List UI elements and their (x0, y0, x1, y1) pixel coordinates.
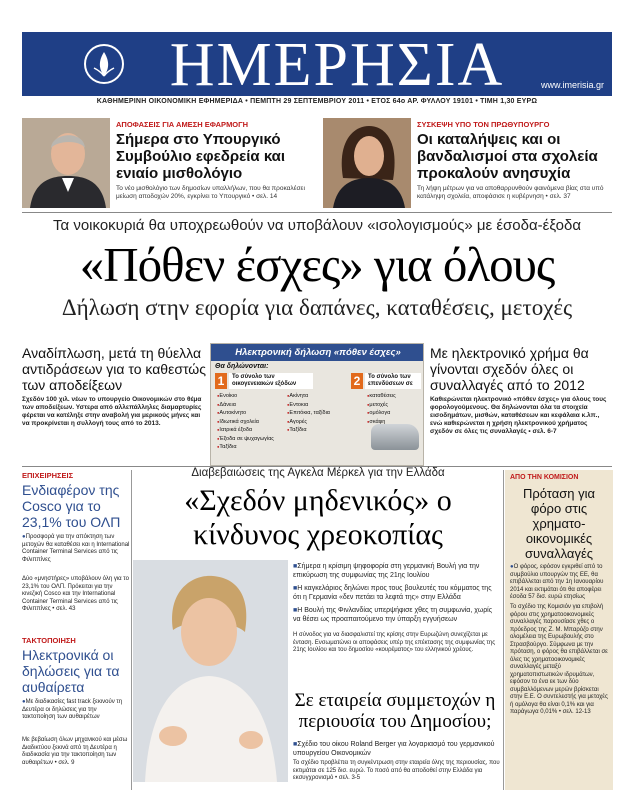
dateline: ΚΑΘΗΜΕΡΙΝΗ ΟΙΚΟΝΟΜΙΚΗ ΕΦΗΜΕΡΙΔΑ • ΠΕΜΠΤΗ 29 ΣΕΠΤΕΜΒΡΙΟΥ 2011 • ΕΤΟΣ 64ο ΑΡ. ΦΥΛΛΟΥ 19101 • ΤΙΜΗ 1,30 ΕΥΡΩ (96, 98, 538, 105)
list-item: ● Έξοδα σε ψυχαγωγίας (217, 435, 287, 444)
list-item: ● Ιδιωτικά σχολεία (217, 418, 287, 427)
illegal-buildings-body: Με βεβαίωση όλων μηχανικού και μέσω Διαδικτύου ξεκινά από τη Δευτέρα η διαδικασία για την τακτοποίηση των αυθαιρέτων • σελ. 9 (22, 737, 128, 766)
list-item: ● Ταξίδια (287, 426, 351, 435)
merkel-headline[interactable]: «Σχεδόν μηδενικός» ο κίνδυνος χρεοκοπίας (184, 484, 452, 551)
imerisia-logo (84, 44, 124, 84)
infographic-subtitle: Θα δηλώνονται: (215, 363, 269, 370)
list-item: ● Δάνεια (217, 401, 287, 410)
list-item: ● Αυτοκίνητο (217, 409, 287, 418)
site-url[interactable]: www.imerisia.gr (540, 80, 604, 90)
teaser2-body: Τη λήψη μέτρων για να αποθαρρυνθούν φαινόμενα βίας στα υπό κατάληψη σχολεία, αποφάσισε η κυβέρνηση • σελ. 37 (417, 185, 604, 200)
left-col-headline[interactable]: Αναδίπλωση, μετά τη θύελλα αντιδράσεων για το καθεστώς των αποδείξεων (22, 345, 206, 393)
list-item: ● Επιτόκια, ταξίδια (287, 409, 351, 418)
roland-berger-body: Το σχέδιο προβλέπει τη συγκέντρωση στην εταιρεία όλης της περιουσίας, που εκτιμάται σε 125 δισ. ευρώ. Το ποσό από θα αποδοθεί στην Ελλάδα για εκσυγχρονισμό • σελ. 3-5 (293, 760, 500, 781)
merkel-bullet-2: ■ Η καγκελάριος δηλώνει προς τους βουλευτές του κόμματος της ότι η Γερμανία «δεν πετάει τα λεφτά της» στην Ελλάδα (293, 584, 501, 602)
minister-photo (323, 118, 411, 208)
teaser1-headline[interactable]: Σήμερα στο Υπουργικό Συμβούλιο εφεδρεία και ενιαίο μισθολόγιο (116, 131, 286, 182)
masthead (22, 31, 612, 99)
lead-subhead: Δήλωση στην εφορία για δαπάνες, καταθέσεις, μετοχές (61, 295, 573, 320)
list-item: ● καταθέσεις (367, 392, 423, 401)
cosco-headline[interactable]: Ενδιαφέρον της Cosco για το 23,1% του ΟΛΠ (22, 482, 121, 530)
info-number-2: 2 (351, 373, 363, 389)
commission-body: Το σχέδιο της Κομισιόν για επιβολή φόρου στις χρηματοοικονομικές συναλλαγές παρουσίασε χθες ο πρόεδρος της Ζ. Μ. Μπαρόζο στην ολομέλεια της Ευρωβουλής στο Στρασβούργο. Σύμφωνα με την πρόταση, ο φόρος θα επιβάλλεται σε όλες τις χρηματοοικονομικές συναλλαγές μεταξύ χρηματοπιστωτικών ιδρυμάτων, εφόσον το ένα εκ των δύο συμβαλλόμενων μερών βρίσκεται στην Ε.Ε. Ο συντελεστής για μετοχές ή ομόλογα θα είναι 0,1% και για παράγωγα 0,01% • σελ. 12-13 (510, 604, 608, 715)
lead-supra: Τα νοικοκυριά θα υποχρεωθούν να υποβάλουν «ισολογισμούς» με έσοδα-έξοδα (52, 217, 581, 234)
teaser2-headline[interactable]: Οι καταλήψεις και οι βανδαλισμοί στα σχολεία προκαλούν ανησυχία (417, 131, 598, 182)
info-number-1: 1 (215, 373, 227, 389)
column-divider (131, 470, 132, 790)
lead-headline[interactable]: «Πόθεν έσχες» για όλους (79, 237, 555, 292)
info-list-extra (287, 392, 351, 435)
right-col-body: Καθιερώνεται ηλεκτρονικό «πόθεν έσχες» για όλους τους φορολογούμενους. Θα δηλώνονται όλα τα στοιχεία εισοδημάτων, μισθών, καταθέσεων και κεφάλαια κ.λπ., ενώ καθιερώνεται η χρήση ηλεκτρονικού χρήματος σχεδόν σε όλες τις συναλλαγές • σελ. 6-7 (430, 396, 607, 435)
merkel-photo (133, 560, 288, 782)
list-item: ● Ιατρικά έξοδα (217, 426, 287, 435)
state-assets-headline[interactable]: Σε εταιρεία συμμετοχών η περιουσία του Δημοσίου; (294, 690, 496, 732)
info-box2-label: Το σύνολο των επενδύσεων σε (365, 373, 421, 389)
info-list-expenses (217, 392, 287, 452)
list-item: ● Ταξίδια (217, 443, 287, 452)
merkel-supra: Διαβεβαιώσεις της Αγκελα Μέρκελ για την Ελλάδα (191, 467, 445, 479)
papandreou-photo (22, 118, 110, 208)
commission-headline[interactable]: Πρόταση για φόρο στις χρηματο-οικονομικές συναλλαγές (522, 486, 596, 561)
left-col-body: Σχεδόν 100 χιλ. νέων το υπουργείο Οικονομικών στο θέμα των αποδείξεων. Υστερα από αλλεπάλληλες διαμαρτυρίες φέρεται να κατέληξε στην αναβολή για μερικούς μήνες και να προκρίνεται η συλλογή τους από το 2013. (22, 396, 202, 427)
cosco-bullet: ● Προσφορά για την απόκτηση των μετοχών θα καταθέσει και η International Container Terminal Services από τις Φιλιππίνες (22, 534, 130, 564)
right-col-headline[interactable]: Με ηλεκτρονικό χρήμα θα γίνονται σχεδόν όλες οι συναλλαγές από το 2012 (430, 345, 589, 393)
list-item: ● σκάφη (367, 418, 423, 427)
illegal-buildings-headline[interactable]: Ηλεκτρονικά οι δηλώσεις για τα αυθαίρετα (22, 647, 120, 695)
car-icon (371, 424, 419, 450)
teaser1-body: Το νέο μισθολόγιο των δημοσίων υπαλλήλων, που θα προκαλέσει μείωση αποδοχών 20%, εγκρίνει το Υπουργικό • σελ. 14 (116, 185, 305, 200)
commission-bullet: ● Ο φόρος, εφόσον εγκριθεί από το συμβούλιο υπουργών της ΕΕ, θα επιβάλλεται από την 1η Ιανουαρίου 2014 και εκτιμάται ότι θα αποφέρει έσοδα 57 δισ. ευρώ ετησίως (510, 564, 608, 602)
illegal-buildings-bullet: ● Με διαδικασίες fast track ξεκινούν τη Δευτέρα οι δηλώσεις για την τακτοποίηση των αυθαιρέτων (22, 699, 130, 722)
divider (22, 212, 612, 213)
infographic (210, 343, 424, 466)
column-divider (503, 470, 504, 790)
newspaper-title: ΗΜΕΡΗΣΙΑ (169, 31, 505, 99)
teaser2-kicker: ΣΥΣΚΕΨΗ ΥΠΟ ΤΟΝ ΠΡΩΘΥΠΟΥΡΓΟ (417, 120, 550, 129)
list-item: ● Ακίνητα (287, 392, 351, 401)
roland-berger-bullet: ■ Σχέδιο του οίκου Roland Berger για λογαριασμό του γερμανικού υπουργείου Οικονομικών (293, 740, 501, 758)
list-item: ● ομόλογα (367, 409, 423, 418)
merkel-bullet-1: ■ Σήμερα η κρίσιμη ψηφοφορία στη γερμανική Βουλή για την επικύρωση της συμφωνίας της 21ης Ιουλίου (293, 562, 501, 580)
commission-kicker: ΑΠΟ ΤΗΝ ΚΟΜΙΣΙΟΝ (510, 474, 579, 481)
list-item: ● Ενοίκιο (217, 392, 287, 401)
info-list-investments (367, 392, 423, 426)
merkel-bullet-3: ■ Η Βουλή της Φινλανδίας υπερψήφισε χθες τη συμφωνία, χωρίς να θέσει ως προαπαιτούμενο την ύπαρξη εγγυήσεων (293, 606, 501, 624)
cosco-body: Δύο «μνηστήρες» υποβάλουν όλη για το 23,1% του ΟΛΠ. Πρόκειται για την κινεζική Cosco και την International Container Terminal Services από τις Φιλιππίνες • σελ. 43 (22, 576, 129, 612)
infographic-title: Ηλεκτρονική δήλωση «πόθεν έσχες» (211, 344, 424, 361)
regularization-kicker: ΤΑΚΤΟΠΟΙΗΣΗ (22, 636, 76, 645)
list-item: ● μετοχές (367, 401, 423, 410)
teaser1-kicker: ΑΠΟΦΑΣΕΙΣ ΓΙΑ ΑΜΕΣΗ ΕΦΑΡΜΟΓΗ (116, 120, 249, 129)
list-item: ● Αγορές (287, 418, 351, 427)
business-kicker: ΕΠΙΧΕΙΡΗΣΕΙΣ (22, 471, 74, 480)
list-item: ● Εντοκια (287, 401, 351, 410)
info-box1-label: Το σύνολο των οικογενειακών εξόδων (229, 373, 313, 389)
merkel-body: Η σύνοδος για να διασφαλιστεί της κρίσης στην Ευρωζώνη συνεχίζεται με ένταση. Ενσωματώνει οι αποφάσεις υπέρ της επέκτασης της συμφωνίας της 21ης Ιουλίου και του δημοσίου «κουρέματος» του ελληνικού χρέους. (293, 632, 496, 653)
